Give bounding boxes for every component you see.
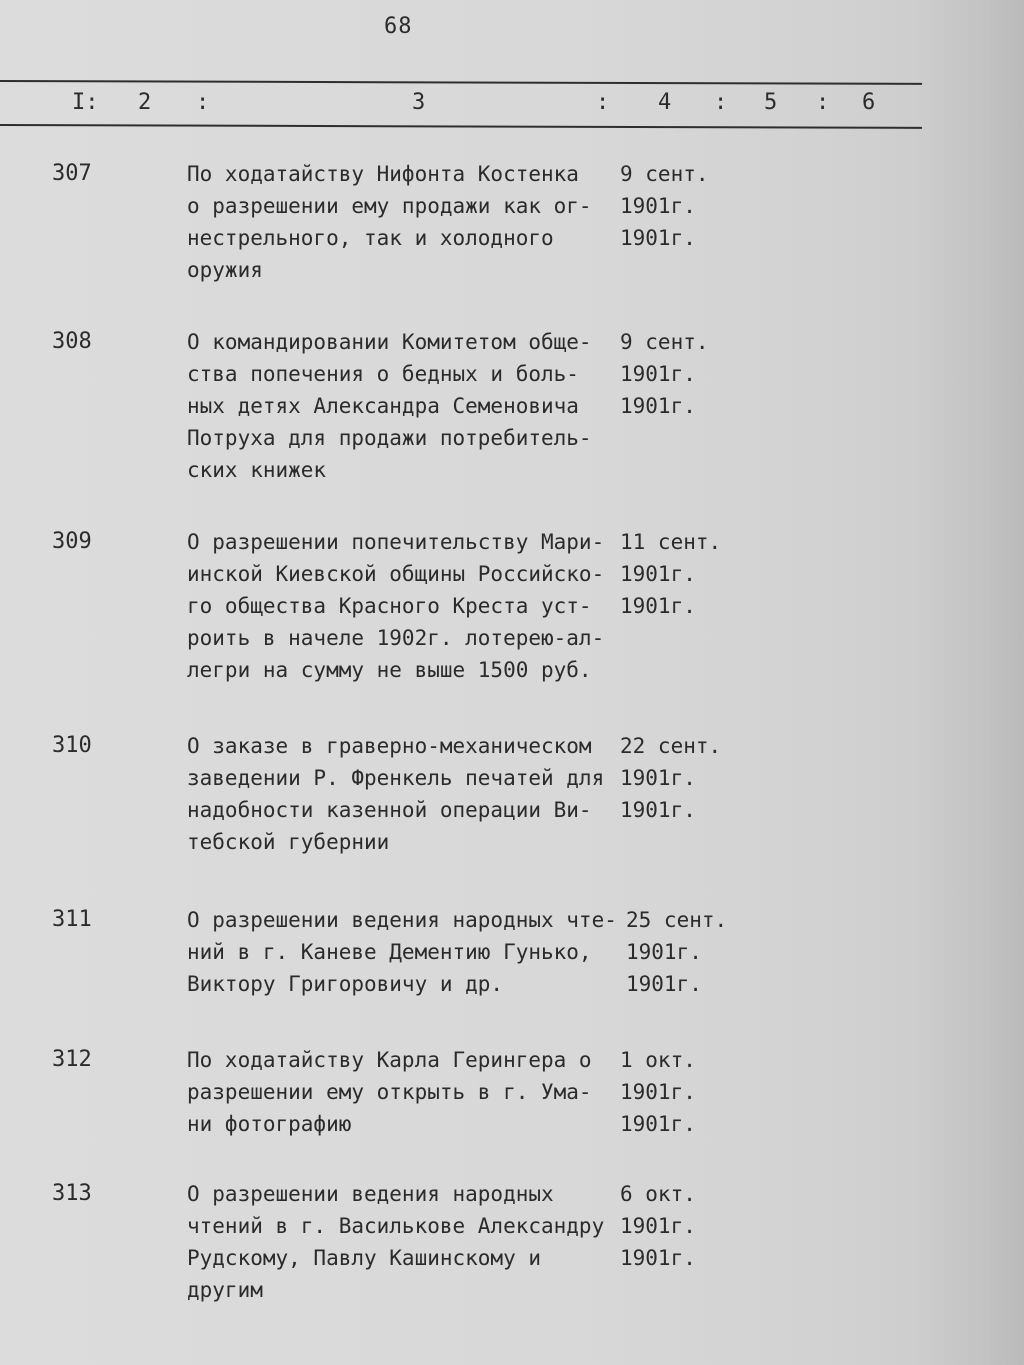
column-header-1: I:: [72, 90, 99, 115]
entry-number: 307: [52, 161, 92, 186]
column-header-2: 2: [138, 90, 152, 115]
column-header-6: 6: [862, 90, 876, 115]
entry-number: 312: [52, 1047, 92, 1072]
entry-description: По ходатайству Карла Герингера о разрешении ему открыть в г. Ума- ни фотографию: [187, 1048, 592, 1136]
entry-description: О заказе в граверно-механическом заведении Р. Френкель печатей для надобности казенной операции Ви- тебской губернии: [187, 734, 605, 854]
entry-description: О разрешении ведения народных чтений в г. Василькове Александру Рудскому, Павлу Кашинскому и другим: [187, 1182, 605, 1302]
entry-number: 309: [52, 529, 92, 554]
column-separator: :: [596, 90, 610, 115]
entry-description: О командировании Комитетом обще- ства попечения о бедных и боль- ных детях Александра Семеновича Потруха для продажи потребитель- ских книжек: [187, 330, 592, 482]
column-header-5: 5: [764, 90, 778, 115]
entry-dates: 11 сент. 1901г. 1901г.: [620, 530, 722, 618]
entry-dates: 1 окт. 1901г. 1901г.: [620, 1048, 696, 1136]
page-number: 68: [384, 14, 413, 39]
column-header-3: 3: [412, 90, 426, 115]
entry-description: О разрешении попечительству Мари- инской Киевской общины Российско- го общества Красного Креста уст- роить в начеле 1902г. лотерею-ал- легри на сумму не выше 1500 руб.: [187, 530, 605, 682]
entry-dates: 6 окт. 1901г. 1901г.: [620, 1182, 696, 1270]
entry-dates: 9 сент. 1901г. 1901г.: [620, 330, 709, 418]
entry-description: По ходатайству Нифонта Костенка о разрешении ему продажи как ог- нестрельного, так и холодного оружия: [187, 162, 592, 282]
entry-description: О разрешении ведения народных чте- ний в г. Каневе Дементию Гунько, Виктору Григоровичу и др.: [187, 908, 617, 996]
entry-number: 313: [52, 1181, 92, 1206]
column-separator: :: [196, 90, 210, 115]
entry-number: 310: [52, 733, 92, 758]
entry-number: 308: [52, 329, 92, 354]
column-header-4: 4: [658, 90, 672, 115]
column-separator: :: [816, 90, 830, 115]
entry-dates: 25 сент. 1901г. 1901г.: [626, 908, 728, 996]
entry-dates: 9 сент. 1901г. 1901г.: [620, 162, 709, 250]
entry-dates: 22 сент. 1901г. 1901г.: [620, 734, 722, 822]
entry-number: 311: [52, 907, 92, 932]
column-separator: :: [714, 90, 728, 115]
